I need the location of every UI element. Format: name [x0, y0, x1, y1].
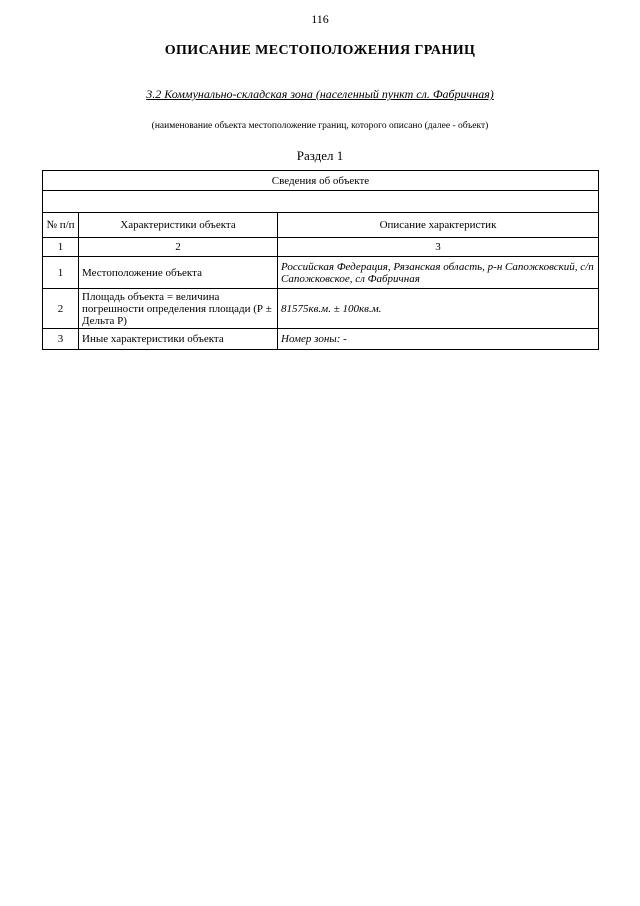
column-number-1: 1: [43, 238, 79, 257]
object-info-table: [42, 170, 599, 350]
column-number-3: 3: [278, 238, 599, 257]
row-description: 81575кв.м. ± 100кв.м.: [278, 289, 599, 329]
row-characteristic: Местоположение объекта: [79, 257, 278, 289]
header-description: Описание характеристик: [278, 213, 599, 238]
header-num: № п/п: [43, 213, 79, 238]
page-number: 116: [311, 12, 329, 26]
header-characteristic: Характеристики объекта: [79, 213, 278, 238]
table-caption-row: [43, 171, 599, 191]
table-row: [43, 257, 599, 289]
object-subtitle: [0, 87, 640, 102]
section-title: Раздел 1: [296, 148, 344, 163]
table-row: [43, 289, 599, 329]
row-description: Номер зоны: -: [278, 329, 599, 350]
table-spacer-cell: [43, 191, 599, 213]
document-title: ОПИСАНИЕ МЕСТОПОЛОЖЕНИЯ ГРАНИЦ: [164, 43, 476, 58]
object-name-note: (наименование объекта местоположение границ, которого описано (далее - объект): [151, 121, 489, 131]
row-characteristic: Иные характеристики объекта: [79, 329, 278, 350]
column-number-row: [43, 238, 599, 257]
row-number: 1: [43, 257, 79, 289]
column-number-2: 2: [79, 238, 278, 257]
row-number: 2: [43, 289, 79, 329]
table-header-row: [43, 213, 599, 238]
row-characteristic: Площадь объекта = величина погрешности определения площади (Р ± Дельта Р): [79, 289, 278, 329]
table-row: [43, 329, 599, 350]
row-description: Российская Федерация, Рязанская область, р-н Сапожковский, с/п Сапожковское, сл Фабричная: [278, 257, 599, 289]
row-number: 3: [43, 329, 79, 350]
object-subtitle-text: 3.2 Коммунально-складская зона (населенный пункт сл. Фабричная): [146, 87, 494, 101]
table-caption: Сведения об объекте: [43, 171, 599, 191]
table-spacer-row: [43, 191, 599, 213]
